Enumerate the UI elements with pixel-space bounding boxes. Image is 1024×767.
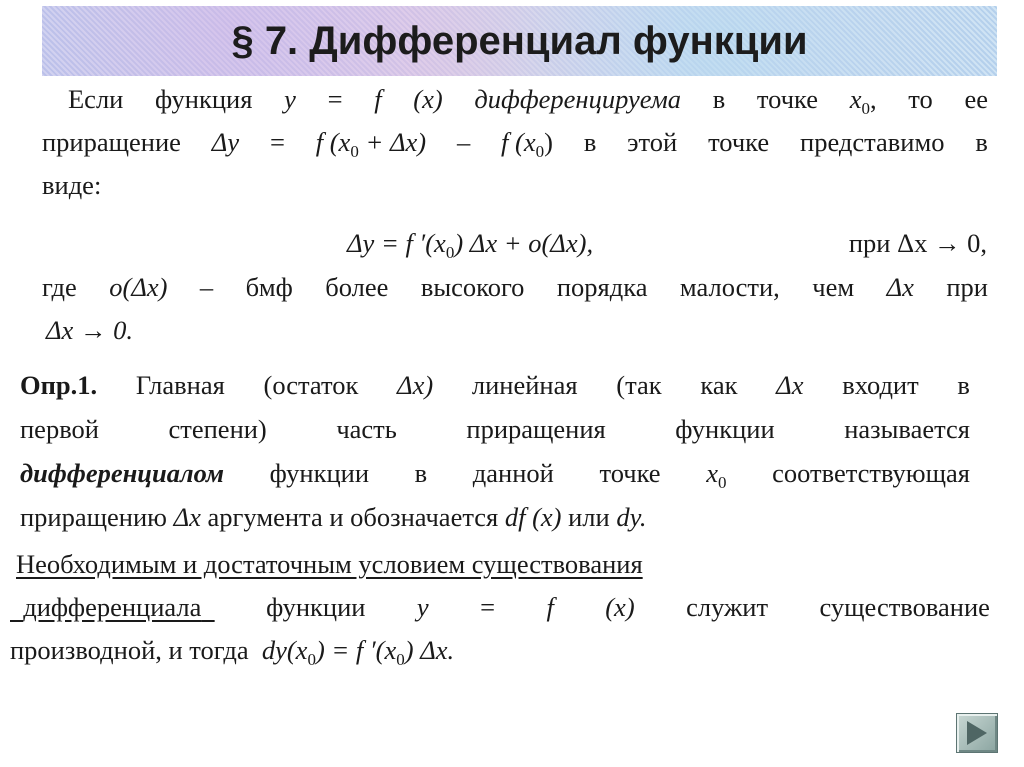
term-differentiable: дифференцируема bbox=[474, 84, 682, 114]
math-eq: = bbox=[269, 127, 285, 157]
word: (остаток bbox=[263, 370, 359, 400]
definition-line-1 bbox=[20, 363, 970, 407]
math-dx: Δx) bbox=[397, 370, 434, 400]
word: функция bbox=[155, 84, 253, 114]
word: точке bbox=[708, 127, 770, 157]
word: приращения bbox=[466, 414, 606, 444]
term-differential-underlined: дифференциала bbox=[23, 592, 202, 622]
word: порядка bbox=[556, 272, 648, 302]
math-dy: Δy bbox=[211, 127, 240, 157]
math-x0: $x_0$, bbox=[849, 84, 877, 118]
theorem-block bbox=[10, 543, 990, 672]
math-f: f bbox=[374, 84, 382, 114]
math-fx0: f $(x_0)$ bbox=[501, 127, 553, 161]
remainder-line-1 bbox=[42, 266, 988, 309]
word: в bbox=[957, 370, 970, 400]
word: Главная bbox=[135, 370, 225, 400]
formula-condition: при Δx → 0, bbox=[848, 228, 987, 258]
math-y: y bbox=[284, 84, 296, 114]
theorem-line-3: производной, и тогда $dy(x_0) = f$ $'(x_0)$ Δx. bbox=[10, 635, 455, 669]
word: (так bbox=[616, 370, 662, 400]
math-f: f bbox=[546, 592, 554, 622]
word: степени) bbox=[168, 414, 267, 444]
math-x: (x) bbox=[413, 84, 443, 114]
math-minus: – bbox=[456, 127, 471, 157]
word: точке bbox=[599, 458, 661, 488]
word: данной bbox=[472, 458, 554, 488]
math-eq: = bbox=[327, 84, 343, 114]
word: при bbox=[946, 272, 988, 302]
word: приращение bbox=[42, 127, 181, 157]
theorem-line-2 bbox=[10, 586, 990, 629]
intro-line-3: виде: bbox=[42, 170, 102, 200]
word: функции bbox=[269, 458, 370, 488]
word: линейная bbox=[471, 370, 578, 400]
word: где bbox=[42, 272, 77, 302]
math-dx: Δx bbox=[886, 272, 914, 302]
word: функции bbox=[266, 592, 366, 622]
math-dx: Δx bbox=[776, 370, 804, 400]
word: точке bbox=[756, 84, 819, 114]
definition-line-3 bbox=[20, 451, 970, 495]
math-o-dx: o(Δx) bbox=[109, 272, 168, 302]
word: ее bbox=[964, 84, 988, 114]
definition-line-4: приращению Δx аргумента и обозначается df (x) или dy. bbox=[20, 502, 647, 532]
word: входит bbox=[842, 370, 919, 400]
word: чем bbox=[812, 272, 855, 302]
play-icon bbox=[967, 721, 987, 745]
math-increment: f $(x_0 + \Delta x)$ bbox=[315, 127, 427, 161]
math-x: (x) bbox=[605, 592, 635, 622]
word: малости, bbox=[679, 272, 780, 302]
theorem-line-1: Необходимым и достаточным условием существования bbox=[16, 549, 643, 579]
remainder-line-2: Δx → 0. bbox=[46, 315, 133, 345]
word: часть bbox=[336, 414, 397, 444]
word: высокого bbox=[420, 272, 525, 302]
word: представимо bbox=[800, 127, 945, 157]
definition-label: Опр.1. bbox=[20, 370, 98, 400]
intro-line-2 bbox=[42, 121, 988, 164]
word: в bbox=[712, 84, 726, 114]
word: первой bbox=[20, 414, 99, 444]
word: этой bbox=[627, 127, 678, 157]
word: в bbox=[975, 127, 988, 157]
differential-formula bbox=[347, 222, 987, 265]
word: существование bbox=[819, 592, 990, 622]
word: в bbox=[583, 127, 597, 157]
word: бмф bbox=[245, 272, 293, 302]
remainder-paragraph bbox=[42, 266, 988, 352]
math-eq: = bbox=[480, 592, 496, 622]
term-differential: дифференциалом bbox=[20, 458, 225, 488]
slide-title: § 7. Дифференциал функции bbox=[231, 18, 808, 63]
math-y: y bbox=[416, 592, 429, 622]
intro-line-1 bbox=[42, 78, 988, 121]
word: как bbox=[700, 370, 738, 400]
title-bar bbox=[42, 6, 997, 76]
word: то bbox=[908, 84, 933, 114]
formula-main: Δy = f $'(x_0) \Delta x + o(\Delta x)$, bbox=[347, 228, 594, 262]
intro-paragraph bbox=[42, 78, 988, 207]
word: служит bbox=[686, 592, 769, 622]
definition-block bbox=[20, 363, 970, 539]
word: называется bbox=[844, 414, 970, 444]
math-x0: $x_0$ bbox=[706, 458, 727, 492]
word: более bbox=[325, 272, 389, 302]
word: в bbox=[414, 458, 428, 488]
word: функции bbox=[675, 414, 775, 444]
next-slide-button[interactable] bbox=[956, 713, 998, 753]
word: соответствующая bbox=[772, 458, 970, 488]
dash: – bbox=[199, 272, 214, 302]
word: Если bbox=[68, 84, 124, 114]
definition-line-2 bbox=[20, 407, 970, 451]
